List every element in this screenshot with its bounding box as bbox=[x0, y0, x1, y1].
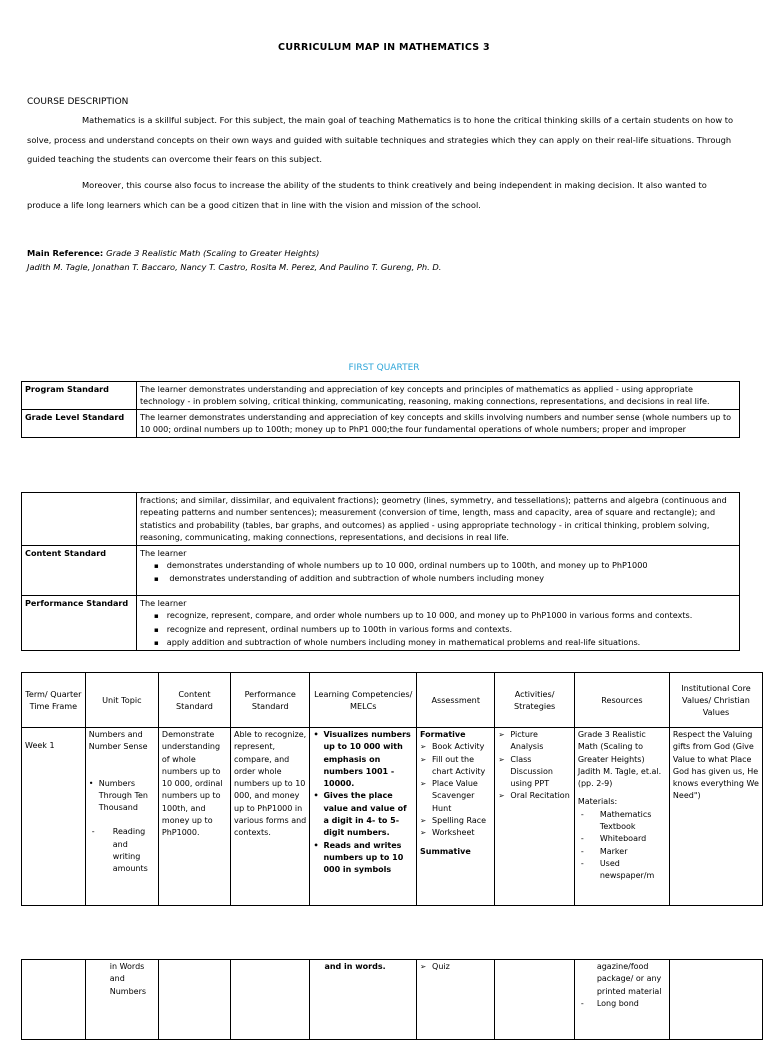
unit-topic-cell: Numbers and Number Sense • Numbers Through Ten Thousand - Reading and writing amounts bbox=[85, 728, 158, 906]
grade-level-standard-text: The learner demonstrates understanding and appreciation of key concepts and skills involving numbers and number sense (whole numbers up to 10 000; ordinal numbers up to 100th; money up to PhP1 000;the four fundamental operations of whole numbers; proper and improper bbox=[137, 409, 740, 437]
performance-standard-cell: Able to recognize, represent, compare, and order whole numbers up to 10 000, and money up to PhP1000 in various forms and contexts. bbox=[231, 728, 310, 906]
resources-cell: Grade 3 Realistic Math (Scaling to Greater Heights) Jadith M. Tagle, et.al.(pp. 2-9) Materials: - Mathematics Textbook - Whiteboard - Marker - Used newspaper/m bbox=[574, 728, 669, 906]
program-standard-label: Program Standard bbox=[22, 382, 137, 410]
term-cell: Week 1 bbox=[22, 728, 86, 906]
header-learning-competencies: Learning Competencies/ MELCs bbox=[310, 673, 417, 728]
standards-table-continued bbox=[21, 492, 740, 651]
grade-level-standard-label: Grade Level Standard bbox=[22, 409, 137, 437]
grade-level-standard-text-continued: fractions; and similar, dissimilar, and equivalent fractions); geometry (lines, symmetry, and tessellations); patterns and algebra (continuous and repeating patterns and number sentences); measurement (conversion of time, length, mass and capacity, area of square and rectangle); and statistics and probability (tables, bar graphs, and outcomes) as applied - using appropriate technology - in critical thinking, problem solving, reasoning, communicating, making connections, representations, and decisions in real life. bbox=[137, 493, 740, 546]
list-item: ▪ apply addition and subtraction of whole numbers including money in mathematical problems and real-life situations. bbox=[168, 636, 736, 649]
list-item: ▪ recognize and represent, ordinal numbers up to 100th in various forms and contexts. bbox=[168, 623, 736, 636]
content-standard-text: The learner ▪ demonstrates understanding of whole numbers up to 10 000, ordinal numbers up to 100th, and money up to PhP1000 ▪ demonstrates understanding of addition and subtraction of whole numbers including money bbox=[137, 545, 740, 595]
header-values: Institutional Core Values/ Christian Values bbox=[669, 673, 762, 728]
course-description-paragraph-2: Moreover, this course also focus to increase the ability of the students to think creatively and being independent in making decision. It also wanted to produce a life long learners which can be a good citizen that in line with the vision and mission of the school. bbox=[27, 180, 707, 210]
performance-standard-text: The learner ▪ recognize, represent, compare, and order whole numbers up to 10 000, and money up to PhP1000 in various forms and contexts. ▪ recognize and represent, ordinal numbers up to 100th in various forms and contexts. ▪ apply addition and subtraction of whole numbers including money in mathematical problems and real-life situations. bbox=[137, 595, 740, 651]
assessment-cell: Formative ➢ Book Activity ➢ Fill out the chart Activity ➢ Place Value Scavenger Hunt ➢ Spelling Race ➢ Worksheet Summative bbox=[417, 728, 495, 906]
performance-standard-label: Performance Standard bbox=[22, 595, 137, 651]
values-cell: Respect the Valuing gifts from God (Give Value to what Place God has given us, He knows everything We Need") bbox=[669, 728, 762, 906]
header-assessment: Assessment bbox=[417, 673, 495, 728]
quarter-heading: FIRST QUARTER bbox=[348, 363, 420, 373]
header-resources: Resources bbox=[574, 673, 669, 728]
header-term: Term/ Quarter Time Frame bbox=[22, 673, 86, 728]
learning-competencies-cell: • Visualizes numbers up to 10 000 with emphasis on numbers 1001 - 10000. • Gives the place value and value of a digit in 4- to 5-digit numbers. • Reads and writes numbers up to 10 000 in symbols bbox=[310, 728, 417, 906]
content-standard-label: Content Standard bbox=[22, 545, 137, 595]
header-content-standard: Content Standard bbox=[158, 673, 230, 728]
header-unit-topic: Unit Topic bbox=[85, 673, 158, 728]
learning-competencies-cell: and in words. bbox=[310, 960, 417, 1040]
table-row bbox=[22, 960, 763, 1040]
page-title: CURRICULUM MAP IN MATHEMATICS 3 bbox=[278, 42, 490, 53]
table-row bbox=[22, 728, 763, 906]
course-description-heading: COURSE DESCRIPTION bbox=[27, 97, 129, 107]
course-description-paragraph-1: Mathematics is a skillful subject. For this subject, the main goal of teaching Mathematics is to hone the critical thinking skills of a certain students on how to solve, process and understand concepts on their own ways and guided with suitable techniques and strategies which they can apply on their real-life situations. Through guided teaching the students can overcome their fears on this subject. bbox=[27, 115, 734, 164]
reference-authors: Jadith M. Tagle, Jonathan T. Baccaro, Nancy T. Castro, Rosita M. Perez, And Paulino T. Gureng, Ph. D. bbox=[27, 262, 442, 272]
standards-table bbox=[21, 381, 740, 438]
curriculum-map-table-continued bbox=[21, 959, 763, 1040]
list-item: ▪ demonstrates understanding of whole numbers up to 10 000, ordinal numbers up to 100th, and money up to PhP1000 bbox=[168, 559, 736, 572]
list-item: ▪ recognize, represent, compare, and order whole numbers up to 10 000, and money up to PhP1000 in various forms and contexts. bbox=[168, 609, 736, 622]
curriculum-map-table bbox=[21, 672, 763, 906]
unit-topic-cell: in Words and Numbers bbox=[85, 960, 158, 1040]
content-standard-cell: Demonstrate understanding of whole numbers up to 10 000, ordinal numbers up to 100th, and money up to PhP1000. bbox=[158, 728, 230, 906]
main-reference: Main Reference: Grade 3 Realistic Math (Scaling to Greater Heights) bbox=[27, 248, 320, 258]
header-performance-standard: Performance Standard bbox=[231, 673, 310, 728]
resources-cell: agazine/food package/ or any printed material - Long bond bbox=[574, 960, 669, 1040]
activities-cell: ➢ Picture Analysis ➢ Class Discussion using PPT ➢ Oral Recitation bbox=[495, 728, 574, 906]
list-item: ▪ demonstrates understanding of addition and subtraction of whole numbers including money bbox=[168, 572, 736, 585]
header-activities: Activities/ Strategies bbox=[495, 673, 574, 728]
program-standard-text: The learner demonstrates understanding and appreciation of key concepts and principles of mathematics as applied - using appropriate technology - in problem solving, critical thinking, communicating, reasoning, making connections, representations, and decisions in real life. bbox=[137, 382, 740, 410]
assessment-cell: ➢ Quiz bbox=[417, 960, 495, 1040]
